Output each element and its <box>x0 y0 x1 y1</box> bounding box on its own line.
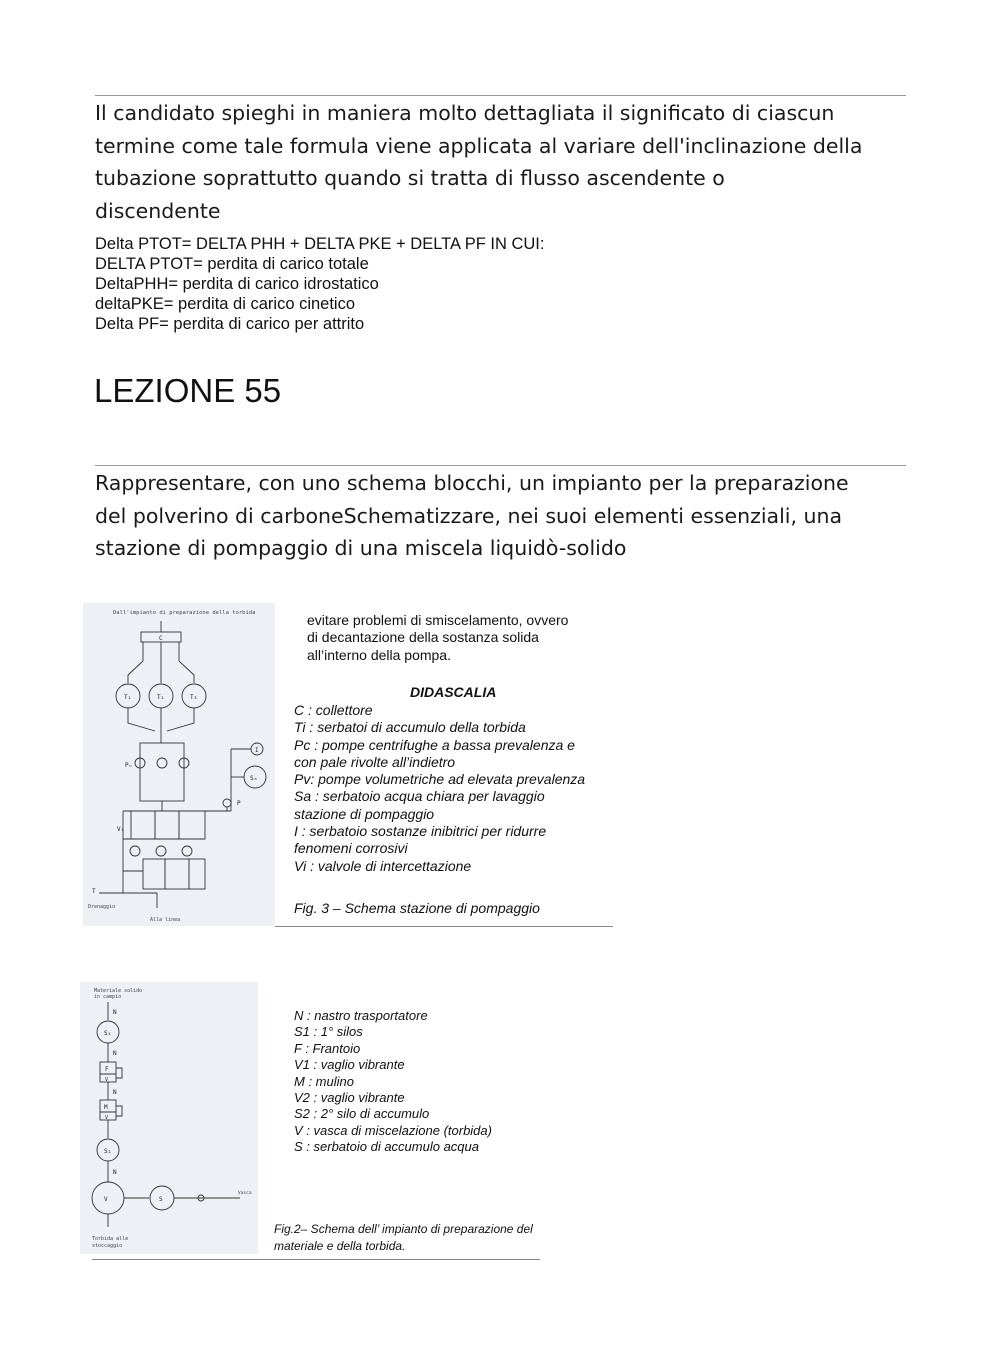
label-n3: N <box>113 1089 117 1096</box>
label-water: Vasca <box>238 1191 252 1196</box>
formula-line: DELTA PTOT= perdita di carico totale <box>95 255 369 273</box>
fig2-caption-line: Fig.2– Schema dell’ impianto di preparazione del <box>274 1222 533 1236</box>
section-rule <box>95 465 906 466</box>
question-2-line: Rappresentare, con uno schema blocchi, un impianto per la preparazione <box>95 471 849 495</box>
fig2-legend-item: S : serbatoio di accumulo acqua <box>294 1139 479 1155</box>
fig3-legend-item: Pc : pompe centrifughe a bassa prevalenza e <box>294 736 575 753</box>
fig2-legend-item: F : Frantoio <box>294 1040 361 1056</box>
label-n4: N <box>113 1169 117 1176</box>
formula-line: Delta PF= perdita di carico per attrito <box>95 315 365 333</box>
label-t3: T₃ <box>190 694 198 701</box>
fig3-legend-item: Pv: pompe volumetriche ad elevata prevalenza <box>294 771 586 788</box>
label-bottom-1: Torbida alle <box>92 1236 129 1242</box>
label-s: S <box>159 1196 163 1203</box>
top-rule <box>95 95 906 96</box>
fig2-caption-line: materiale e della torbida. <box>274 1238 406 1253</box>
diagram-title-2: in campio <box>94 994 122 1000</box>
label-line: Alla linea <box>150 917 181 923</box>
label-p: P <box>237 800 241 807</box>
fig3-legend-item: Sa : serbatoio acqua chiara per lavaggio <box>294 788 545 805</box>
label-pc: Pₙ <box>125 762 133 769</box>
label-i: I <box>255 747 259 754</box>
fig2-legend-item: M : mulino <box>294 1073 354 1089</box>
question-1-line: discendente <box>95 198 221 223</box>
fig2-legend-item: V : vasca di miscelazione (torbida) <box>294 1122 492 1138</box>
label-f: F <box>105 1066 109 1073</box>
diagram-title: Dall'impianto di preparazione della torbida <box>113 610 256 616</box>
question-1-text <box>95 97 915 227</box>
formula-line: Delta PTOT= DELTA PHH + DELTA PKE + DELTA PF IN CUI: <box>95 235 545 253</box>
fig3-intro-line: all’interno della pompa. <box>307 646 451 663</box>
fig2-legend <box>294 1008 492 1156</box>
label-t1: T₁ <box>124 694 132 701</box>
fig3-intro <box>307 612 568 664</box>
formula-line: deltaPKE= perdita di carico cinetico <box>95 295 356 313</box>
fig3-legend-item: stazione di pompaggio <box>294 805 435 822</box>
label-s2: S₂ <box>104 1148 112 1155</box>
pumping-station-diagram <box>83 603 275 926</box>
label-v1: V <box>105 1077 109 1083</box>
label-sa: Sₐ <box>250 775 258 782</box>
formula-block <box>95 234 544 334</box>
fig3-legend-title: DIDASCALIA <box>410 684 497 700</box>
label-t2: T₂ <box>157 694 165 701</box>
question-1-line: tubazione soprattutto quando si tratta di flusso ascendente o <box>95 166 725 190</box>
label-n1: N <box>113 1009 117 1016</box>
fig2-legend-item: V2 : vaglio vibrante <box>294 1090 405 1106</box>
label-n2: N <box>113 1050 117 1057</box>
fig3-legend-item: fenomeni corrosivi <box>294 840 408 857</box>
label-t: T <box>92 888 96 895</box>
fig3-legend <box>294 702 585 875</box>
fig3-intro-line: di decantazione della sostanza solida <box>307 629 539 646</box>
diagram-title-1: Materiale solido <box>94 988 143 994</box>
question-2-line: del polverino di carboneSchematizzare, nei suoi elementi essenziali, una <box>95 503 843 528</box>
label-v: V₁ <box>117 826 125 833</box>
fig2-legend-item: S1 : 1° silos <box>294 1024 363 1040</box>
fig2-caption <box>274 1221 533 1254</box>
fig3-bottom-rule <box>275 926 613 927</box>
question-2-text <box>95 467 915 565</box>
question-2-line: stazione di pompaggio di una miscela liquidò-solido <box>95 536 627 560</box>
fig2-legend-item: V1 : vaglio vibrante <box>294 1057 405 1073</box>
fig3-caption: Fig. 3 – Schema stazione di pompaggio <box>294 900 540 916</box>
slurry-plant-diagram <box>80 982 258 1254</box>
fig2-legend-item: S2 : 2° silo di accumulo <box>294 1106 430 1122</box>
fig2-bottom-rule <box>92 1259 540 1260</box>
label-drain: Drenaggio <box>88 904 116 910</box>
label-bottom-2: stoccaggio <box>92 1243 123 1249</box>
fig2-legend-item: N : nastro trasportatore <box>294 1008 428 1023</box>
label-s1: S₁ <box>104 1030 112 1037</box>
formula-line: DeltaPHH= perdita di carico idrostatico <box>95 275 379 293</box>
label-c: C <box>159 635 163 642</box>
question-1-line: termine come tale formula viene applicata al variare dell'inclinazione della <box>95 133 863 158</box>
fig3-legend-item: I : serbatoio sostanze inibitrici per ridurre <box>294 823 547 840</box>
fig3-legend-item: con pale rivolte all’indietro <box>294 753 456 770</box>
fig3-legend-item: Vi : valvole di intercettazione <box>294 857 472 874</box>
question-1-line: Il candidato spieghi in maniera molto dettagliata il significato di ciascun <box>95 101 835 125</box>
lesson-title: LEZIONE 55 <box>94 372 282 409</box>
label-m: M <box>104 1104 108 1111</box>
label-v2: V <box>105 1115 109 1121</box>
fig3-intro-line: evitare problemi di smiscelamento, ovvero <box>307 612 569 628</box>
fig3-legend-item: Ti : serbatoi di accumulo della torbida <box>294 719 526 736</box>
fig3-legend-item: C : collettore <box>294 702 373 718</box>
label-v: V <box>104 1196 108 1203</box>
